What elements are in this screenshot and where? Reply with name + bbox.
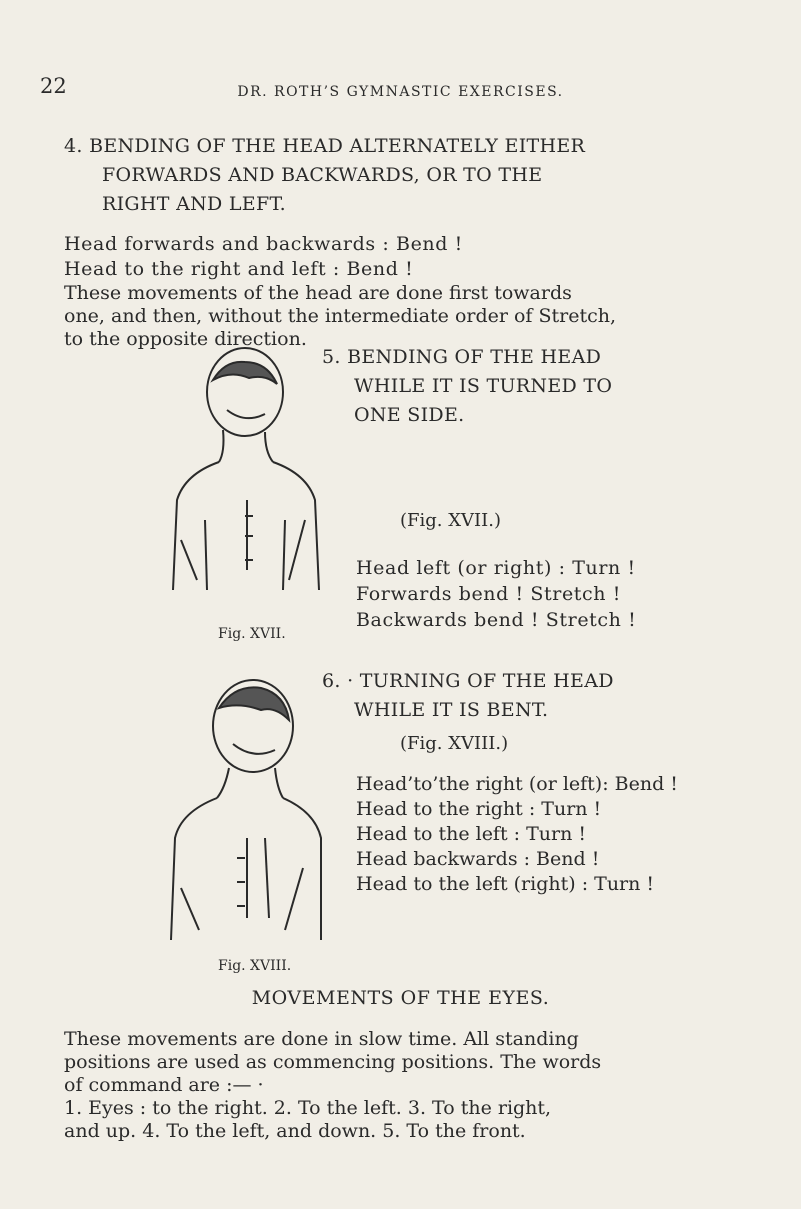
page-number: 22 (40, 74, 67, 98)
command-line: Head to the right : Turn ! (356, 798, 602, 820)
body-line: of command are :— · (64, 1074, 264, 1096)
command-line: Head to the left : Turn ! (356, 823, 586, 845)
body-line: These movements are done in slow time. All standing (64, 1028, 579, 1050)
body-line: 1. Eyes : to the right. 2. To the left. 3. To the right, (64, 1097, 552, 1119)
heading-line: ONE SIDE. (354, 404, 465, 426)
command-line: Head forwards and backwards : Bend ! (64, 233, 463, 255)
heading-line: FORWARDS AND BACKWARDS, OR TO THE (102, 164, 543, 186)
eyes-section-heading: MOVEMENTS OF THE EYES. (251, 987, 550, 1009)
command-line: Backwards bend ! Stretch ! (356, 609, 637, 631)
running-head: DR. ROTH’S GYMNASTIC EXERCISES. (237, 84, 564, 100)
command-line: Head left (or right) : Turn ! (356, 557, 636, 579)
command-line: Head to the left (right) : Turn ! (356, 873, 655, 895)
eyes-section-body (64, 1028, 601, 1143)
section-6-figure-ref: (Fig. XVIII.) (400, 733, 509, 754)
figure-17-caption: Fig. XVII. (218, 626, 286, 642)
heading-line: WHILE IT IS TURNED TO (354, 375, 613, 397)
body-line: one, and then, without the intermediate order of Stretch, (64, 305, 617, 327)
figure-18-caption: Fig. XVIII. (218, 958, 292, 974)
section-4-commands (64, 232, 463, 282)
section-5-figure-ref: (Fig. XVII.) (400, 510, 502, 531)
section-6-commands (356, 772, 678, 897)
heading-line: 4. BENDING OF THE HEAD ALTERNATELY EITHER (64, 135, 586, 157)
heading-line: 5. BENDING OF THE HEAD (322, 346, 602, 368)
body-line: and up. 4. To the left, and down. 5. To the front. (64, 1120, 526, 1142)
command-line: Forwards bend ! Stretch ! (356, 583, 621, 605)
section-5-commands (356, 555, 636, 633)
heading-line: 6. · TURNING OF THE HEAD (322, 670, 614, 692)
figure-18-illustration (165, 668, 325, 948)
section-6-heading (322, 667, 614, 725)
body-line: These movements of the head are done first towards (64, 282, 572, 304)
heading-line: RIGHT AND LEFT. (102, 193, 286, 215)
command-line: Head to the right and left : Bend ! (64, 258, 414, 280)
figure-17-illustration (165, 340, 325, 600)
command-line: Head’to’the right (or left): Bend ! (356, 773, 678, 795)
section-5-heading (322, 343, 612, 430)
section-4-body (64, 282, 616, 351)
body-line: to the opposite direction. (64, 328, 307, 350)
section-4-heading (64, 132, 585, 219)
command-line: Head backwards : Bend ! (356, 848, 600, 870)
body-line: positions are used as commencing positions. The words (64, 1051, 602, 1073)
heading-line: WHILE IT IS BENT. (354, 699, 549, 721)
